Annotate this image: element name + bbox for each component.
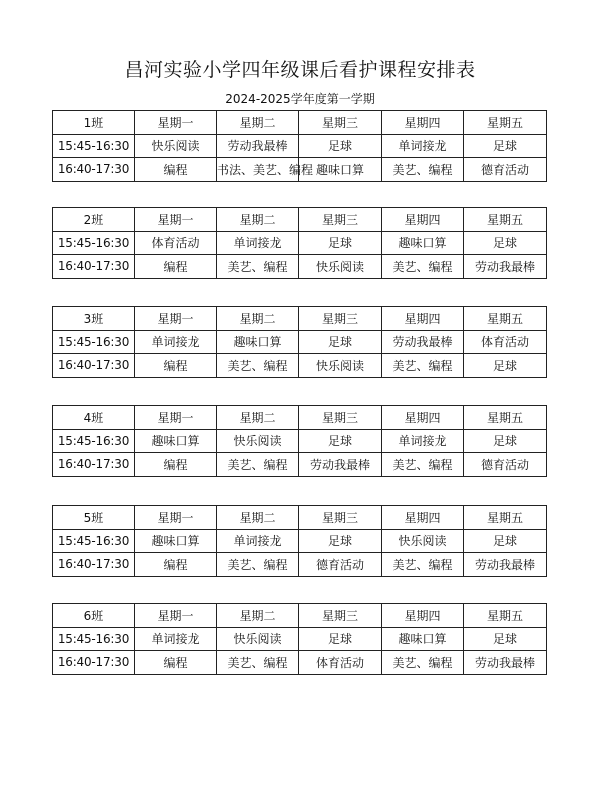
day-header: 星期五 — [464, 604, 547, 628]
time-slot: 16:40-17:30 — [53, 354, 135, 378]
day-header: 星期四 — [382, 406, 464, 430]
course-cell: 劳动我最棒 — [299, 453, 382, 477]
class-schedule-table-4 — [52, 405, 547, 477]
day-header: 星期二 — [217, 506, 299, 530]
course-cell: 趣味口算 — [382, 231, 464, 255]
course-cell: 劳动我最棒 — [464, 255, 547, 279]
course-cell: 美艺、编程 — [382, 354, 464, 378]
course-cell: 编程 — [135, 453, 217, 477]
class-name: 2班 — [53, 208, 135, 232]
table-header-row — [53, 604, 547, 628]
day-header: 星期一 — [135, 406, 217, 430]
time-slot: 16:40-17:30 — [53, 255, 135, 279]
course-cell: 快乐阅读 — [299, 255, 382, 279]
course-cell: 美艺、编程 — [217, 354, 299, 378]
course-cell: 体育活动 — [135, 231, 217, 255]
course-cell: 美艺、编程 — [217, 453, 299, 477]
time-slot: 16:40-17:30 — [53, 453, 135, 477]
day-header: 星期二 — [217, 406, 299, 430]
course-cell: 单词接龙 — [382, 134, 464, 158]
course-cell: 足球 — [299, 429, 382, 453]
class-schedule-table-6 — [52, 603, 547, 675]
table-row — [53, 553, 547, 577]
course-cell: 美艺、编程 — [217, 255, 299, 279]
course-cell: 编程 — [135, 651, 217, 675]
day-header: 星期五 — [464, 506, 547, 530]
course-cell: 编程 — [135, 354, 217, 378]
class-schedule-table-1 — [52, 110, 547, 182]
course-cell: 足球 — [464, 231, 547, 255]
course-cell: 书法、美艺、编程 — [217, 158, 299, 182]
course-cell: 编程 — [135, 158, 217, 182]
day-header: 星期一 — [135, 307, 217, 331]
day-header: 星期二 — [217, 604, 299, 628]
course-cell: 足球 — [464, 354, 547, 378]
page-subtitle: 2024-2025学年度第一学期 — [225, 92, 375, 106]
table-row — [53, 330, 547, 354]
class-schedule-table-2 — [52, 207, 547, 279]
time-slot: 15:45-16:30 — [53, 627, 135, 651]
table-row — [53, 231, 547, 255]
time-slot: 16:40-17:30 — [53, 651, 135, 675]
table-row — [53, 627, 547, 651]
table-row — [53, 158, 547, 182]
course-cell: 足球 — [299, 529, 382, 553]
course-cell: 足球 — [464, 627, 547, 651]
course-cell: 趣味口算 — [135, 429, 217, 453]
day-header: 星期五 — [464, 406, 547, 430]
course-cell: 美艺、编程 — [382, 255, 464, 279]
course-cell: 单词接龙 — [135, 330, 217, 354]
table-row — [53, 529, 547, 553]
day-header: 星期四 — [382, 111, 464, 135]
course-cell: 劳动我最棒 — [464, 651, 547, 675]
course-cell: 劳动我最棒 — [217, 134, 299, 158]
day-header: 星期五 — [464, 307, 547, 331]
day-header: 星期五 — [464, 208, 547, 232]
course-cell: 足球 — [464, 529, 547, 553]
day-header: 星期三 — [299, 604, 382, 628]
time-slot: 15:45-16:30 — [53, 529, 135, 553]
course-cell: 劳动我最棒 — [382, 330, 464, 354]
table-header-row — [53, 506, 547, 530]
day-header: 星期四 — [382, 506, 464, 530]
table-header-row — [53, 406, 547, 430]
table-row — [53, 354, 547, 378]
day-header: 星期四 — [382, 208, 464, 232]
course-cell: 体育活动 — [299, 651, 382, 675]
course-cell: 足球 — [299, 330, 382, 354]
class-name: 4班 — [53, 406, 135, 430]
course-cell: 劳动我最棒 — [464, 553, 547, 577]
class-name: 6班 — [53, 604, 135, 628]
day-header: 星期三 — [299, 307, 382, 331]
day-header: 星期四 — [382, 307, 464, 331]
course-cell: 快乐阅读 — [135, 134, 217, 158]
day-header: 星期一 — [135, 506, 217, 530]
course-cell: 编程 — [135, 553, 217, 577]
time-slot: 15:45-16:30 — [53, 231, 135, 255]
table-header-row — [53, 208, 547, 232]
table-row — [53, 453, 547, 477]
table-row — [53, 429, 547, 453]
time-slot: 15:45-16:30 — [53, 134, 135, 158]
day-header: 星期二 — [217, 208, 299, 232]
course-cell: 趣味口算 — [382, 627, 464, 651]
table-row — [53, 134, 547, 158]
course-cell: 单词接龙 — [217, 529, 299, 553]
class-name: 1班 — [53, 111, 135, 135]
course-cell: 足球 — [299, 231, 382, 255]
day-header: 星期一 — [135, 111, 217, 135]
time-slot: 16:40-17:30 — [53, 158, 135, 182]
day-header: 星期四 — [382, 604, 464, 628]
course-cell: 美艺、编程 — [382, 158, 464, 182]
day-header: 星期五 — [464, 111, 547, 135]
course-cell: 美艺、编程 — [217, 553, 299, 577]
day-header: 星期一 — [135, 208, 217, 232]
class-schedule-table-3 — [52, 306, 547, 378]
page-title: 昌河实验小学四年级课后看护课程安排表 — [124, 59, 476, 81]
day-header: 星期三 — [299, 506, 382, 530]
course-cell: 单词接龙 — [135, 627, 217, 651]
course-cell: 足球 — [299, 627, 382, 651]
course-cell: 快乐阅读 — [299, 354, 382, 378]
course-cell: 趣味口算 — [135, 529, 217, 553]
table-row — [53, 255, 547, 279]
course-cell: 德育活动 — [299, 553, 382, 577]
course-cell: 美艺、编程 — [382, 553, 464, 577]
course-cell: 快乐阅读 — [382, 529, 464, 553]
course-cell: 单词接龙 — [217, 231, 299, 255]
class-schedule-table-5 — [52, 505, 547, 577]
time-slot: 15:45-16:30 — [53, 429, 135, 453]
time-slot: 15:45-16:30 — [53, 330, 135, 354]
course-cell: 体育活动 — [464, 330, 547, 354]
table-row — [53, 651, 547, 675]
day-header: 星期三 — [299, 208, 382, 232]
class-name: 5班 — [53, 506, 135, 530]
table-header-row — [53, 307, 547, 331]
course-cell: 编程 — [135, 255, 217, 279]
course-cell: 趣味口算 — [299, 158, 382, 182]
course-cell: 单词接龙 — [382, 429, 464, 453]
class-name: 3班 — [53, 307, 135, 331]
day-header: 星期一 — [135, 604, 217, 628]
time-slot: 16:40-17:30 — [53, 553, 135, 577]
course-cell: 美艺、编程 — [382, 453, 464, 477]
course-cell: 趣味口算 — [217, 330, 299, 354]
day-header: 星期二 — [217, 307, 299, 331]
course-cell: 快乐阅读 — [217, 429, 299, 453]
course-cell: 足球 — [464, 429, 547, 453]
course-cell: 德育活动 — [464, 453, 547, 477]
day-header: 星期二 — [217, 111, 299, 135]
course-cell: 快乐阅读 — [217, 627, 299, 651]
day-header: 星期三 — [299, 111, 382, 135]
course-cell: 足球 — [299, 134, 382, 158]
table-header-row — [53, 111, 547, 135]
course-cell: 德育活动 — [464, 158, 547, 182]
course-cell: 美艺、编程 — [382, 651, 464, 675]
day-header: 星期三 — [299, 406, 382, 430]
course-cell: 美艺、编程 — [217, 651, 299, 675]
course-cell: 足球 — [464, 134, 547, 158]
